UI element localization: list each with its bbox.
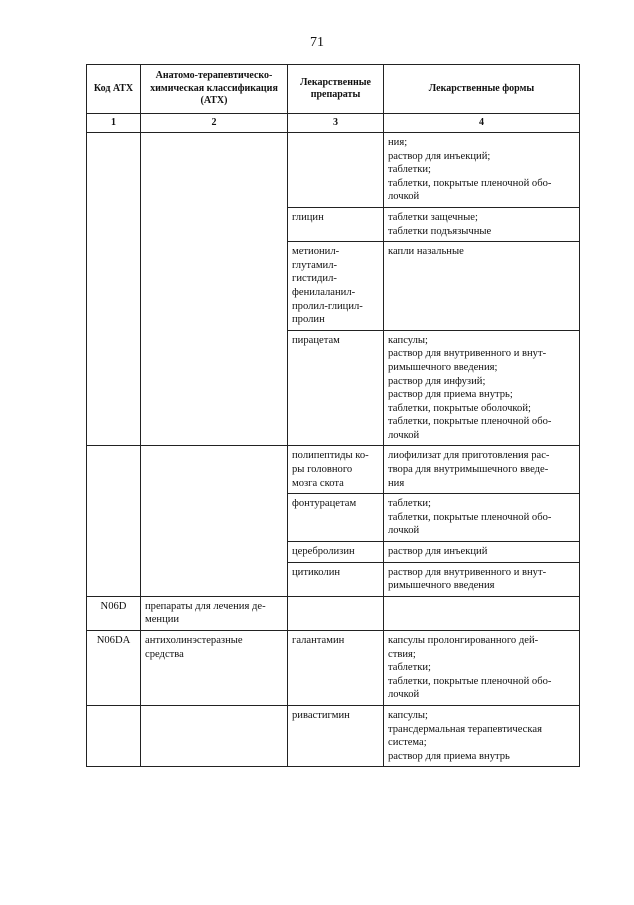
forms-cell: раствор для инъекций: [384, 542, 580, 563]
header-dosage-forms: Лекарственные формы: [384, 65, 580, 114]
column-number: 1: [87, 114, 141, 133]
forms-cell: [384, 596, 580, 630]
column-number: 2: [141, 114, 288, 133]
header-drugs: Лекарственные препараты: [288, 65, 384, 114]
drug-cell: пирацетам: [288, 330, 384, 446]
drug-cell: цитиколин: [288, 562, 384, 596]
drug-cell: церебролизин: [288, 542, 384, 563]
table-row: [87, 596, 580, 630]
forms-cell: таблетки; таблетки, покрытые пленочной обо- лочкой: [384, 494, 580, 542]
table-row: [87, 631, 580, 706]
forms-cell: ния; раствор для инъекций; таблетки; таблетки, покрытые пленочной обо- лочкой: [384, 133, 580, 208]
drug-cell: галантамин: [288, 631, 384, 706]
drug-cell: фонтурацетам: [288, 494, 384, 542]
table-row: [87, 705, 580, 766]
forms-cell: капсулы пролонгированного дей- ствия; таблетки; таблетки, покрытые пленочной обо- лочкой: [384, 631, 580, 706]
atx-code-cell: [87, 133, 141, 446]
forms-cell: капли назальные: [384, 242, 580, 331]
forms-cell: лиофилизат для приготовления рас- твора для внутримышечного введе- ния: [384, 446, 580, 494]
table-header-row: [87, 65, 580, 114]
drug-cell: [288, 596, 384, 630]
atx-table: [86, 64, 580, 767]
header-atx-code: Код АТХ: [87, 65, 141, 114]
atx-code-cell: [87, 446, 141, 596]
atx-code-cell: [87, 705, 141, 766]
atx-class-cell: [141, 446, 288, 596]
column-number: 4: [384, 114, 580, 133]
forms-cell: капсулы; раствор для внутривенного и внут- римышечного введения; раствор для инфузий; раствор для приема внутрь; таблетки, покрытые оболочкой; таблетки, покрытые пленочной обо- лочкой: [384, 330, 580, 446]
table-row: [87, 133, 580, 208]
drug-cell: [288, 133, 384, 208]
atx-code-cell: N06D: [87, 596, 141, 630]
drug-cell: метионил- глутамил- гистидил- фенилаланил- пролил-глицил- пролин: [288, 242, 384, 331]
drug-cell: глицин: [288, 207, 384, 241]
page-number: 71: [310, 35, 324, 50]
atx-class-cell: [141, 705, 288, 766]
forms-cell: таблетки защечные; таблетки подъязычные: [384, 207, 580, 241]
atx-class-cell: антихолинэстеразные средства: [141, 631, 288, 706]
column-number: 3: [288, 114, 384, 133]
header-atx-classification: Анатомо-терапевтическо- химическая классификация (АТХ): [141, 65, 288, 114]
drug-cell: ривастигмин: [288, 705, 384, 766]
atx-class-cell: препараты для лечения де- менции: [141, 596, 288, 630]
forms-cell: раствор для внутривенного и внут- римышечного введения: [384, 562, 580, 596]
column-number-row: [87, 114, 580, 133]
atx-class-cell: [141, 133, 288, 446]
drug-cell: полипептиды ко- ры головного мозга скота: [288, 446, 384, 494]
atx-code-cell: N06DA: [87, 631, 141, 706]
table-row: [87, 446, 580, 494]
forms-cell: капсулы; трансдермальная терапевтическая система; раствор для приема внутрь: [384, 705, 580, 766]
